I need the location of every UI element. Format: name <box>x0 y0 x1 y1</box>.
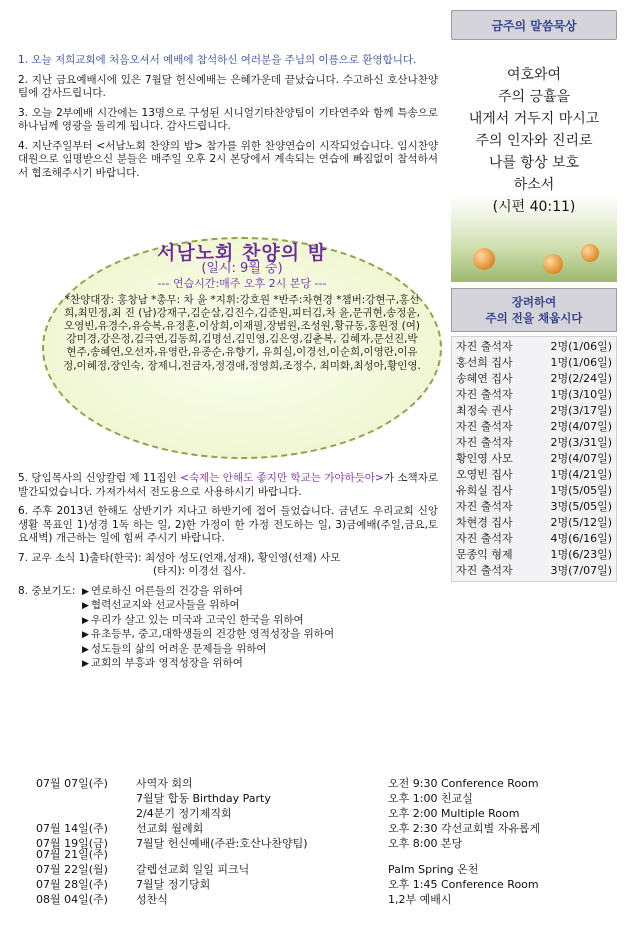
list-item <box>456 515 612 531</box>
notice-1: 1. 오늘 저희교회에 처음오셔서 예배에 참석하신 여러분을 주님의 이름으로 환영합니다. <box>18 54 417 66</box>
verse-reference: (시편 40:11) <box>492 199 576 215</box>
prayer-item: ▶ 우리가 살고 있는 미국과 고국인 한국을 위하여 <box>82 614 334 629</box>
verse-line: 여호와여 <box>506 67 562 83</box>
schedule-time-place: 오후 2:00 Multiple Room <box>388 807 520 820</box>
list-item <box>456 339 612 355</box>
member-name: 자진 출석자 <box>456 340 513 353</box>
list-item <box>456 499 612 515</box>
member-count: 1명(6/23일) <box>550 548 612 561</box>
schedule-date <box>36 791 136 806</box>
list-item <box>456 419 612 435</box>
member-name: 송혜연 집사 <box>456 372 513 385</box>
member-count: 1명(3/10일) <box>550 388 612 401</box>
list-item <box>456 531 612 547</box>
member-count: 2명(4/07일) <box>550 452 612 465</box>
member-count: 2명(2/24일) <box>550 372 612 385</box>
schedule-time-place: 오전 9:30 Conference Room <box>388 777 539 790</box>
member-name: 최정숙 권사 <box>456 404 513 417</box>
list-item <box>456 467 612 483</box>
verse-box <box>451 48 617 282</box>
notice-5-text-end: 가 소책자로 발간되었습니다. 가져가셔서 전도용으로 사용하시기 바랍니다. <box>18 472 438 498</box>
notice-6: 6. 주후 2013년 한해도 상반기가 지나고 하반기에 접어 들었습니다. 금년도 우리교회 신앙생활 목표인 1)성경 1독 하는 일, 2)한 가정이 한 가정 전도하는 일, 3)금예배(주일,금요,토요새벽) 개근하는 일에 힘써 주시기 바랍니다. <box>18 505 438 544</box>
schedule-event: 사역자 회의 <box>136 777 193 790</box>
member-count: 2명(3/17일) <box>550 404 612 417</box>
verse-line: 하소서 <box>513 177 555 193</box>
schedule-event: 7월달 헌신예배(주관:호산나찬양팀) <box>136 837 308 850</box>
prayer-item: ▶ 성도들의 삶의 어려운 문제들을 위하여 <box>82 643 334 658</box>
choir-event-box <box>42 237 442 459</box>
schedule-date: 07월 28일(주) <box>36 878 108 891</box>
schedule-date: 07월 19일(금) <box>36 837 108 850</box>
schedule-row <box>36 877 616 892</box>
list-item <box>456 371 612 387</box>
list-item <box>456 403 612 419</box>
event-member-list: *찬양대장: 홍창남 *총무: 차 윤 *지휘:강호원 *반주:차현경 *챔버:강현구,홍선희,최민정,최 진 (남)강재구,김순삼,김진수,김준원,피터김,차 윤,문귀현,송정윤, 오영빈,유경수,유승복,유정훈,이상희,이재필,장범원,조성원,황규동,홍원정 (여)강미경,강은정,김극연,김동희,김명선,김민영,김은영,김춘복, 김혜자,문선진,박현주,송혜연,오선자,유영란,유종순,유향기, 유희실,이경선,이순희,이영란,이유정,이혜정,장인숙, 장제니,전금자,정경애,정영희,조정수, 최미화,최성아,황인영. <box>63 293 421 372</box>
notice-5 <box>18 472 438 499</box>
prayer-item: ▶ 협력선교지와 선교사들을 위하여 <box>82 599 334 614</box>
member-name: 자진 출석자 <box>456 436 513 449</box>
member-name: 오영빈 집사 <box>456 468 513 481</box>
notice-3: 3. 오늘 2부예배 시간에는 13명으로 구성된 시니얼기타찬양팀이 기타연주와 함께 특송으로 하나님께 영광을 돌리게 됩니다. 감사드립니다. <box>18 106 438 132</box>
notice-7-line1: 7. 교우 소식 1)출타(한국): 최성아 성도(언재,성재), 황인영(선재) 사모 <box>18 551 341 564</box>
schedule-event: 7월달 합동 Birthday Party <box>136 792 271 805</box>
notice-4: 4. 지난주일부터 <서남노회 찬양의 밤> 참가를 위한 찬양연습이 시작되었습니다. 임시찬양대원으로 임명받으신 분들은 매주일 오후 2시 본당에서 계속되는 연습에 빠짐없이 참석하셔서 협조해주시기 바랍니다. <box>18 139 438 179</box>
apricot-image <box>543 254 563 274</box>
apricot-image <box>473 248 495 270</box>
attendance-header <box>451 288 617 332</box>
schedule-table <box>36 776 616 907</box>
notice-8-label: 8. 중보기도: <box>18 584 76 597</box>
schedule-date: 07월 07일(주) <box>36 777 108 790</box>
schedule-row <box>36 791 616 806</box>
member-count: 2명(1/06일) <box>550 340 612 353</box>
schedule-event: 갈렙선교회 일일 피크닉 <box>136 863 250 876</box>
list-item <box>456 435 612 451</box>
apricot-image <box>581 244 599 262</box>
member-count: 1명(1/06일) <box>550 356 612 369</box>
schedule-event: 7월달 정기당회 <box>136 878 211 891</box>
prayer-list <box>82 585 334 672</box>
member-count: 1명(5/05일) <box>550 484 612 497</box>
member-name: 홍선희 집사 <box>456 356 513 369</box>
attendance-header-line1: 장려하여 <box>511 295 557 309</box>
member-name: 자진 출석자 <box>456 532 513 545</box>
schedule-row <box>36 892 616 907</box>
schedule-time-place: 오후 8:00 본당 <box>388 837 463 850</box>
list-item <box>456 483 612 499</box>
event-practice-time: --- 연습시간:매주 오후 2시 본당 --- <box>157 277 327 291</box>
prayer-item: ▶ 연로하신 어른들의 건강을 위하여 <box>82 585 334 600</box>
member-count: 2명(3/31일) <box>550 436 612 449</box>
member-name: 자진 출석자 <box>456 388 513 401</box>
sidebar <box>451 10 617 582</box>
notices-top <box>18 54 438 186</box>
verse-header: 금주의 말씀묵상 <box>451 10 617 40</box>
schedule-row <box>36 862 616 877</box>
schedule-time-place: 1,2부 예배시 <box>388 893 452 906</box>
verse-line: 주의 인자와 진리로 <box>475 133 593 149</box>
schedule-date <box>36 806 136 821</box>
schedule-time-place <box>388 847 616 862</box>
schedule-row <box>36 806 616 821</box>
schedule-row <box>36 776 616 791</box>
notice-8 <box>18 585 438 672</box>
event-title: 서남노회 찬양의 밤 <box>156 242 328 264</box>
member-count: 2명(4/07일) <box>550 420 612 433</box>
list-item <box>456 355 612 371</box>
prayer-item: ▶ 유초등부, 중고,대학생들의 건강한 영적성장을 위하여 <box>82 628 334 643</box>
schedule-date: 07월 21일(주) <box>36 848 108 861</box>
member-count: 1명(4/21일) <box>550 468 612 481</box>
member-name: 유희실 집사 <box>456 484 513 497</box>
member-name: 자진 출석자 <box>456 564 513 577</box>
schedule-date: 08월 04일(주) <box>36 893 108 906</box>
notice-5-text: 5. 당임목사의 신앙칼럼 제 11집인 <box>18 472 181 484</box>
list-item <box>456 563 612 579</box>
schedule-time-place: Palm Spring 온천 <box>388 863 479 876</box>
event-date: (일시: 9월 중) <box>201 261 283 277</box>
member-count: 2명(5/12일) <box>550 516 612 529</box>
verse-text <box>451 48 617 218</box>
schedule-event: 2/4분기 정기제직회 <box>136 807 232 820</box>
verse-line: 내게서 거두지 마시고 <box>468 111 600 127</box>
schedule-event <box>136 847 388 862</box>
member-count: 4명(6/16일) <box>550 532 612 545</box>
member-name: 자진 출석자 <box>456 420 513 433</box>
notices-bottom <box>18 472 438 672</box>
list-item <box>456 547 612 563</box>
prayer-item: ▶ 교회의 부흥과 영적성장을 위하여 <box>82 657 334 672</box>
schedule-date: 07월 14일(주) <box>36 822 108 835</box>
notice-7 <box>18 552 438 579</box>
schedule-time-place: 오후 1:00 친교실 <box>388 792 473 805</box>
notice-2: 2. 지난 금요예배시에 있은 7월달 헌신예배는 은혜가운데 끝났습니다. 수고하신 호산나찬양팀에 감사드립니다. <box>18 73 438 99</box>
list-item <box>456 387 612 403</box>
notice-7-line2: (타지): 이경선 집사. <box>153 565 246 577</box>
schedule-time-place: 오후 2:30 각선교회별 자유롭게 <box>388 822 541 835</box>
member-name: 황인영 사모 <box>456 452 513 465</box>
verse-line: 주의 긍휼을 <box>497 89 571 105</box>
notice-5-book-title: <숙제는 안해도 좋지만 학교는 가야하듯아> <box>180 472 384 484</box>
member-count: 3명(7/07일) <box>550 564 612 577</box>
attendance-header-line2: 주의 전을 채웁시다 <box>485 311 583 325</box>
member-count: 3명(5/05일) <box>550 500 612 513</box>
member-name: 자진 출석자 <box>456 500 513 513</box>
member-name: 문종익 형제 <box>456 548 513 561</box>
verse-line: 나를 항상 보호 <box>488 155 580 171</box>
schedule-row <box>36 847 616 862</box>
schedule-time-place: 오후 1:45 Conference Room <box>388 878 539 891</box>
schedule-date: 07월 22일(월) <box>36 863 108 876</box>
member-name: 차현경 집사 <box>456 516 513 529</box>
attendance-list <box>451 336 617 582</box>
schedule-row <box>36 821 616 836</box>
list-item <box>456 451 612 467</box>
schedule-event: 선교회 월례회 <box>136 822 204 835</box>
schedule-event: 성찬식 <box>136 893 168 906</box>
